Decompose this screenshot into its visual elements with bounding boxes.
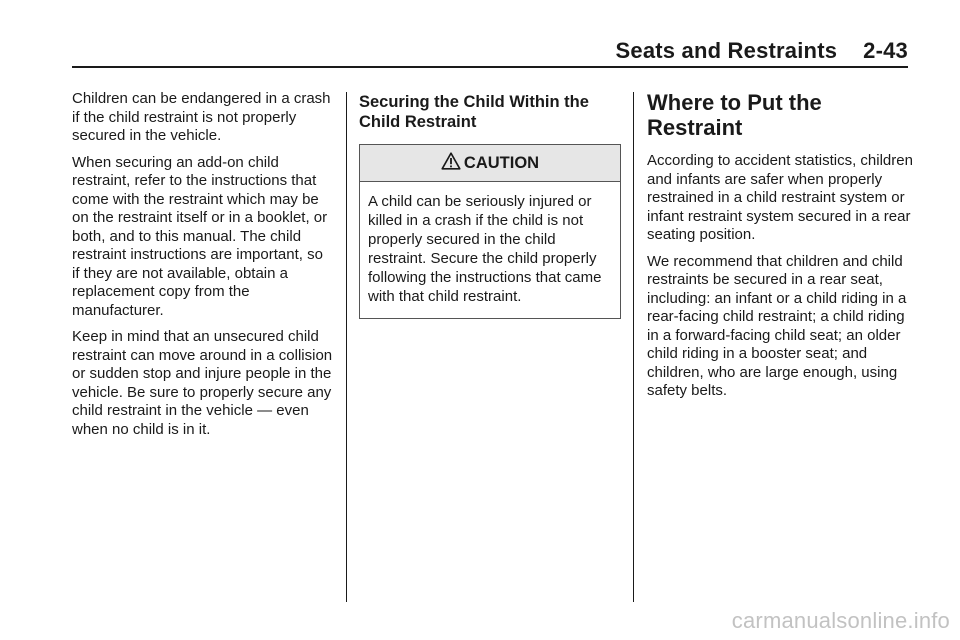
column-divider-left [346,92,347,602]
section-title: Seats and Restraints [615,38,838,63]
watermark: carmanualsonline.info [731,608,950,633]
header-rule [72,66,908,68]
paragraph: Children can be endangered in a crash if the child restraint is not properly secured in the vehicle. [72,90,331,144]
caution-text: A child can be seriously injured or killed in a crash if the child is not properly secured in the child restraint. Secure the child properly following the instructions that came with that child restraint. [368,193,602,305]
column-divider-right [633,92,634,602]
caution-header [360,145,620,182]
middle-column [359,90,621,319]
right-column [647,90,915,409]
caution-label: CAUTION [463,153,540,172]
paragraph: We recommend that children and child restraints be secured in a rear seat, including: an infant or a child riding in a rear-facing child restraint; a child riding in a forward-facing child seat; an older child riding in a booster seat; and children, who are large enough, using safety belts. [647,252,907,399]
paragraph: Keep in mind that an unsecured child restraint can move around in a collision or sudden stop and injure people in the vehicle. Be sure to properly secure any child restraint in the vehicle — even when no child is in it. [72,328,333,438]
paragraph: When securing an add-on child restraint, refer to the instructions that come with the restraint which may be on the restraint itself or in a booklet, or both, and to this manual. The child restraint instructions are important, so if they are not available, obtain a replacement copy from the manufacturer. [72,153,328,319]
left-column [72,90,334,447]
page-header [616,38,908,64]
page-number: 2-43 [863,38,908,63]
caution-box [359,144,621,319]
warning-triangle-icon [441,152,461,170]
section-heading: Securing the Child Within the Child Restraint [359,93,589,131]
paragraph: According to accident statistics, children and infants are safer when properly restrained in a child restraint system or infant restraint system secured in a rear seating position. [647,152,913,243]
section-heading: Where to Put the Restraint [647,90,822,140]
